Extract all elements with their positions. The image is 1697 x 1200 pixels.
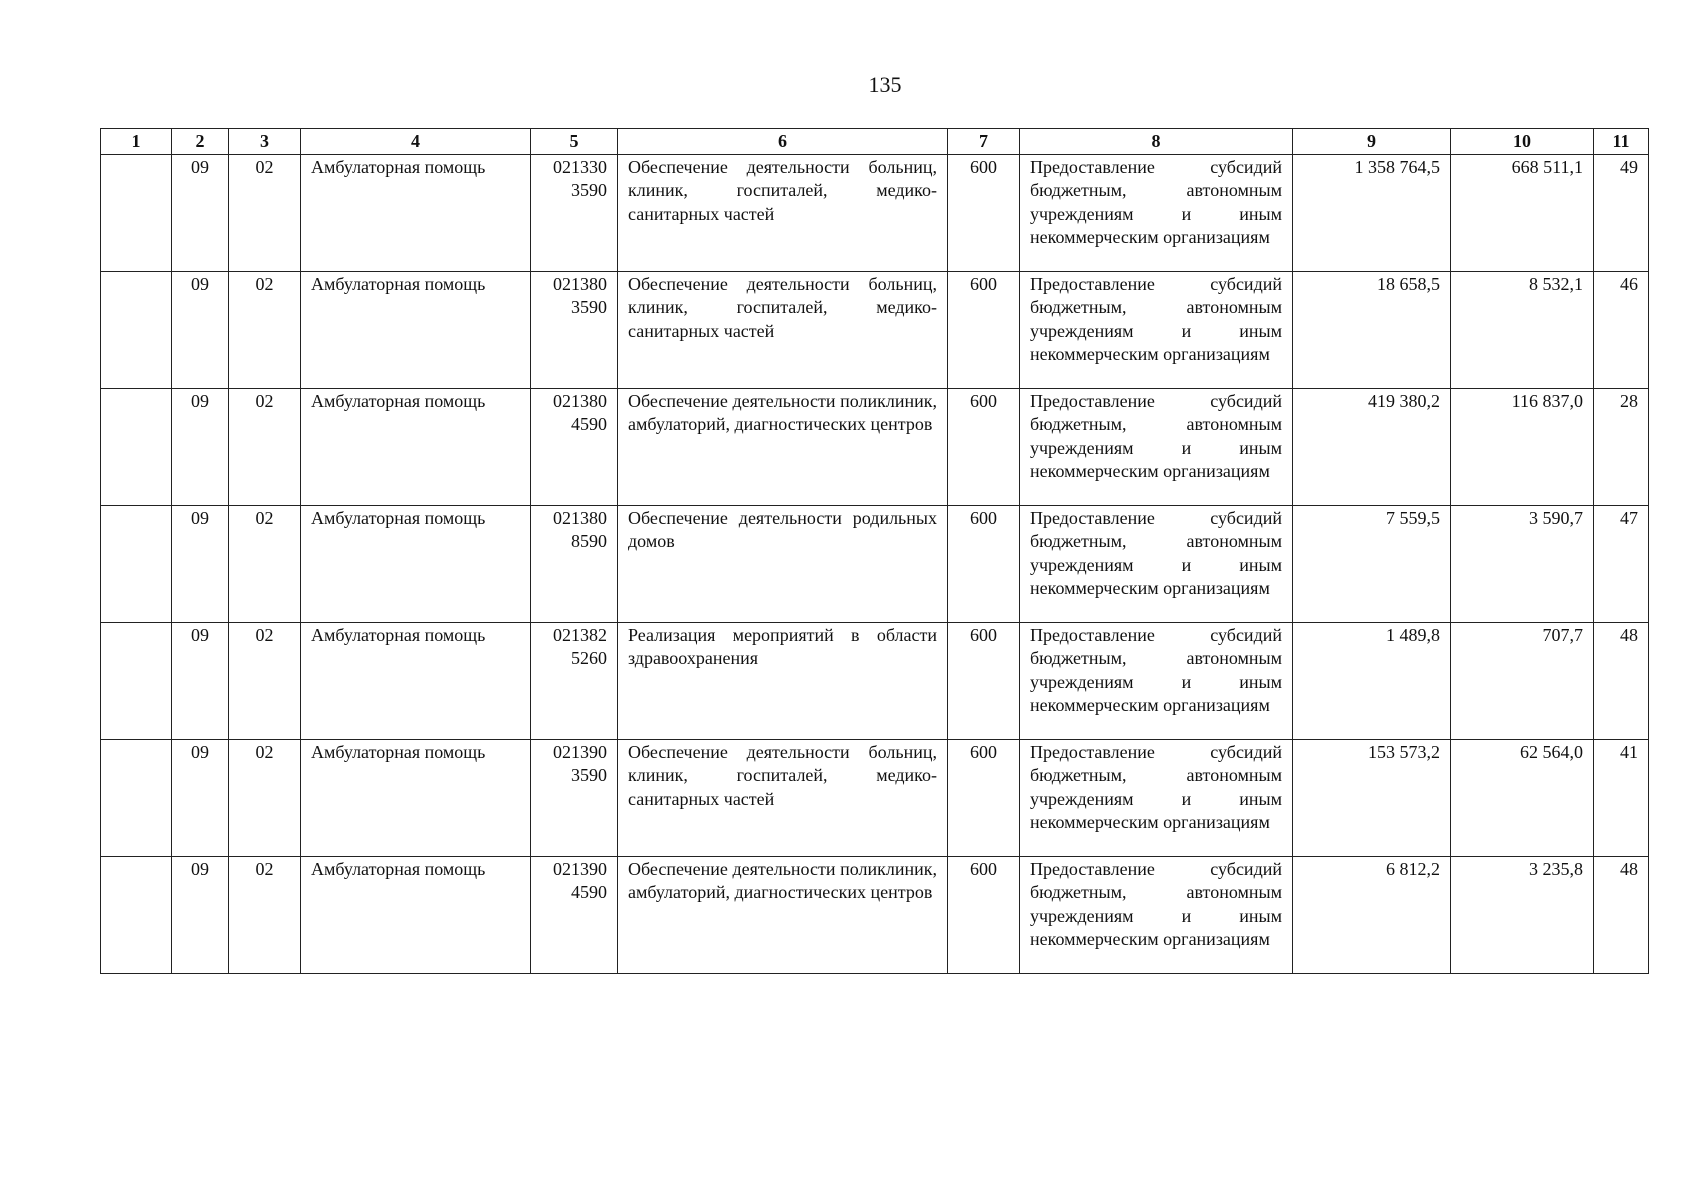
subsection-code-cell: 02 [229,740,301,857]
target-article-line-2: 3590 [571,180,607,201]
row-number-cell [101,389,172,506]
target-article-line-1: 021390 [553,859,607,879]
execution-cell: 707,7 [1451,623,1594,740]
target-article-line-1: 021380 [553,391,607,411]
column-header-9: 9 [1293,129,1451,155]
percent-cell: 28 [1594,389,1649,506]
column-header-2: 2 [172,129,229,155]
subsection-code-cell: 02 [229,389,301,506]
expense-type-code-cell: 600 [948,857,1020,974]
subsection-name-cell: Амбулаторная помощь [301,272,531,389]
subsection-code-cell: 02 [229,155,301,272]
row-number-cell [101,506,172,623]
target-article-line-2: 4590 [571,414,607,435]
amount-cell: 1 489,8 [1293,623,1451,740]
column-header-6: 6 [618,129,948,155]
section-code-cell: 09 [172,272,229,389]
table-row [101,389,1649,506]
subsection-name-cell: Амбулаторная помощь [301,623,531,740]
table-row [101,623,1649,740]
section-code-cell: 09 [172,740,229,857]
section-code-cell: 09 [172,506,229,623]
target-article-line-1: 021330 [553,157,607,177]
target-article-line-2: 5260 [571,648,607,669]
percent-cell: 48 [1594,623,1649,740]
expense-type-name-cell: Предоставление субсидий бюджетным, автономным учреждениям и иным некоммерческим организациям [1020,506,1293,623]
expense-type-code-cell: 600 [948,506,1020,623]
target-article-cell [531,740,618,857]
column-header-1: 1 [101,129,172,155]
subsection-code-cell: 02 [229,623,301,740]
target-article-line-1: 021382 [553,625,607,645]
target-article-name-cell: Обеспечение деятельности больниц, клиник, госпиталей, медико-санитарных частей [618,740,948,857]
expense-type-name-cell: Предоставление субсидий бюджетным, автономным учреждениям и иным некоммерческим организациям [1020,272,1293,389]
percent-cell: 49 [1594,155,1649,272]
table-body [101,155,1649,974]
target-article-cell [531,857,618,974]
target-article-cell [531,272,618,389]
column-header-7: 7 [948,129,1020,155]
amount-cell: 18 658,5 [1293,272,1451,389]
row-number-cell [101,740,172,857]
table-row [101,506,1649,623]
row-number-cell [101,623,172,740]
expense-type-code-cell: 600 [948,623,1020,740]
target-article-line-1: 021380 [553,508,607,528]
table-row [101,272,1649,389]
target-article-line-1: 021390 [553,742,607,762]
row-number-cell [101,155,172,272]
budget-table [100,128,1649,974]
table-row [101,740,1649,857]
target-article-cell [531,389,618,506]
execution-cell: 3 590,7 [1451,506,1594,623]
expense-type-name-cell: Предоставление субсидий бюджетным, автономным учреждениям и иным некоммерческим организациям [1020,623,1293,740]
page-number: 135 [868,72,902,97]
target-article-line-2: 8590 [571,531,607,552]
execution-cell: 62 564,0 [1451,740,1594,857]
subsection-code-cell: 02 [229,272,301,389]
expense-type-name-cell: Предоставление субсидий бюджетным, автономным учреждениям и иным некоммерческим организациям [1020,155,1293,272]
percent-cell: 47 [1594,506,1649,623]
column-header-11: 11 [1594,129,1649,155]
column-header-8: 8 [1020,129,1293,155]
header-row [101,129,1649,155]
target-article-line-2: 4590 [571,882,607,903]
target-article-cell [531,623,618,740]
subsection-name-cell: Амбулаторная помощь [301,506,531,623]
percent-cell: 48 [1594,857,1649,974]
execution-cell: 668 511,1 [1451,155,1594,272]
expense-type-code-cell: 600 [948,272,1020,389]
subsection-code-cell: 02 [229,857,301,974]
subsection-name-cell: Амбулаторная помощь [301,857,531,974]
expense-type-name-cell: Предоставление субсидий бюджетным, автономным учреждениям и иным некоммерческим организациям [1020,857,1293,974]
percent-cell: 41 [1594,740,1649,857]
subsection-name-cell: Амбулаторная помощь [301,389,531,506]
row-number-cell [101,857,172,974]
section-code-cell: 09 [172,623,229,740]
expense-type-name-cell: Предоставление субсидий бюджетным, автономным учреждениям и иным некоммерческим организациям [1020,740,1293,857]
section-code-cell: 09 [172,857,229,974]
table-header [101,129,1649,155]
target-article-name-cell: Обеспечение деятельности поликлиник, амбулаторий, диагностических центров [618,857,948,974]
target-article-name-cell: Обеспечение деятельности родильных домов [618,506,948,623]
row-number-cell [101,272,172,389]
execution-cell: 116 837,0 [1451,389,1594,506]
amount-cell: 7 559,5 [1293,506,1451,623]
table-row [101,155,1649,272]
execution-cell: 3 235,8 [1451,857,1594,974]
subsection-name-cell: Амбулаторная помощь [301,155,531,272]
column-header-4: 4 [301,129,531,155]
target-article-line-2: 3590 [571,297,607,318]
amount-cell: 419 380,2 [1293,389,1451,506]
percent-cell: 46 [1594,272,1649,389]
section-code-cell: 09 [172,155,229,272]
target-article-name-cell: Реализация мероприятий в области здравоохранения [618,623,948,740]
execution-cell: 8 532,1 [1451,272,1594,389]
expense-type-code-cell: 600 [948,740,1020,857]
target-article-name-cell: Обеспечение деятельности поликлиник, амбулаторий, диагностических центров [618,389,948,506]
column-header-5: 5 [531,129,618,155]
amount-cell: 1 358 764,5 [1293,155,1451,272]
section-code-cell: 09 [172,389,229,506]
expense-type-code-cell: 600 [948,389,1020,506]
amount-cell: 153 573,2 [1293,740,1451,857]
subsection-code-cell: 02 [229,506,301,623]
target-article-cell [531,155,618,272]
column-header-10: 10 [1451,129,1594,155]
target-article-line-1: 021380 [553,274,607,294]
target-article-name-cell: Обеспечение деятельности больниц, клиник, госпиталей, медико-санитарных частей [618,272,948,389]
amount-cell: 6 812,2 [1293,857,1451,974]
subsection-name-cell: Амбулаторная помощь [301,740,531,857]
target-article-line-2: 3590 [571,765,607,786]
expense-type-code-cell: 600 [948,155,1020,272]
expense-type-name-cell: Предоставление субсидий бюджетным, автономным учреждениям и иным некоммерческим организациям [1020,389,1293,506]
column-header-3: 3 [229,129,301,155]
table-row [101,857,1649,974]
target-article-cell [531,506,618,623]
target-article-name-cell: Обеспечение деятельности больниц, клиник, госпиталей, медико-санитарных частей [618,155,948,272]
